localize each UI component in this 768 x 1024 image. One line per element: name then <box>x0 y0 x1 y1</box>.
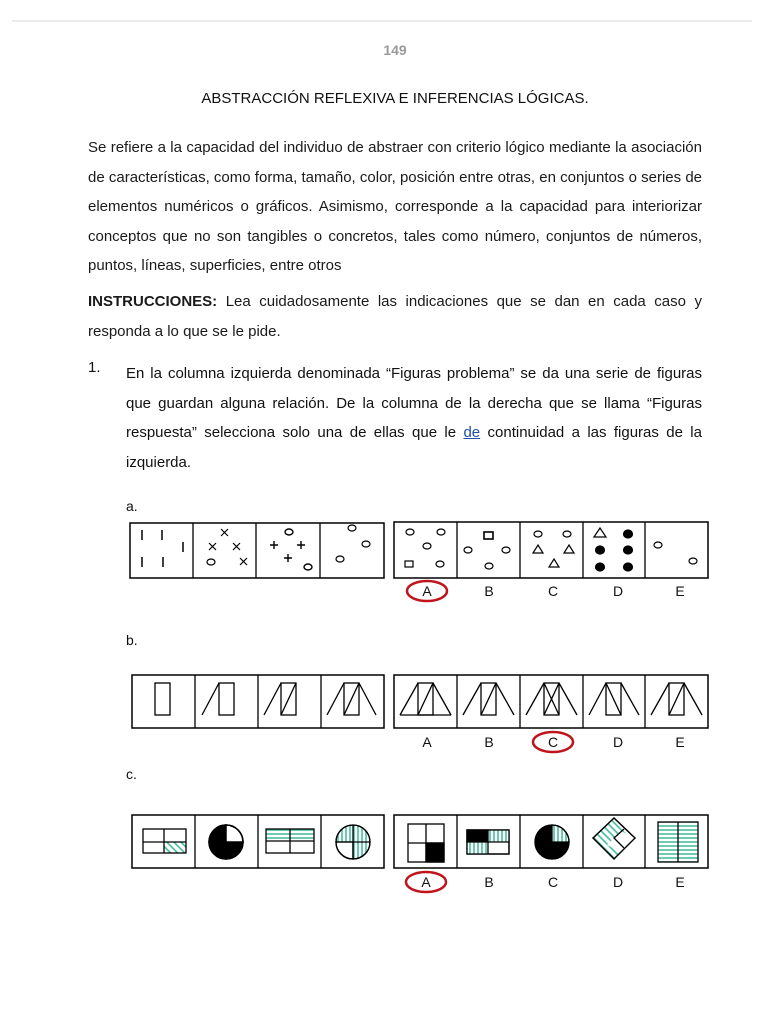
a-option-b-label[interactable]: B <box>484 583 494 599</box>
intro-paragraph: Se refiere a la capacidad del individuo de abstraer con criterio lógico mediante la asociación de características, como forma, tamaño, color, posición entre otras, en conjuntos o series de elementos numéricos o gráficos. Asimismo, corresponde a la capacidad para interiorizar conceptos que no son tangibles o concretos, tales como número, conjuntos de números, puntos, líneas, superficies, entre otros <box>88 139 702 274</box>
page-number: 149 <box>383 42 407 58</box>
instructions-paragraph <box>88 287 702 346</box>
a-option-d-label[interactable]: D <box>612 583 624 599</box>
b-problem-4-figure <box>327 683 376 715</box>
instructions-label: INSTRUCCIONES: <box>88 293 218 310</box>
c-option-d-figure <box>593 818 635 859</box>
c-option-a-figure <box>408 824 444 862</box>
c-option-d-label[interactable]: D <box>612 874 624 890</box>
item-number: 1. <box>88 359 101 376</box>
a-option-a-figure <box>405 529 445 567</box>
item-text <box>126 359 702 477</box>
a-option-d-figure <box>594 528 633 571</box>
b-option-d-figure <box>589 683 639 715</box>
exercise-b-label: b. <box>126 632 138 648</box>
c-problem-1-figure <box>143 829 186 853</box>
b-problem-3-figure <box>264 683 296 715</box>
exercise-c-answer-group <box>394 815 708 868</box>
b-option-b-label[interactable]: B <box>484 734 494 750</box>
c-problem-4-figure <box>336 825 370 859</box>
c-problem-3-figure <box>266 829 314 853</box>
b-option-a-figure <box>400 683 451 715</box>
exercise-b-answer-group <box>394 675 708 728</box>
b-option-e-label[interactable]: E <box>675 734 685 750</box>
b-option-e-figure <box>651 683 702 715</box>
b-option-b-figure <box>463 683 514 715</box>
exercise-b-problem-group <box>132 675 384 728</box>
instructions-text: Lea cuidadosamente las indicaciones que se dan en cada caso y responda a lo que se le pide. <box>88 293 702 340</box>
section-title: ABSTRACCIÓN REFLEXIVA E INFERENCIAS LÓGICAS. <box>201 90 589 107</box>
c-option-b-figure <box>467 830 509 854</box>
exercise-a-problem-group <box>130 523 384 578</box>
top-divider <box>12 20 752 22</box>
c-option-b-label[interactable]: B <box>484 874 494 890</box>
item-link[interactable]: de <box>463 424 481 441</box>
a-problem-1-bars <box>142 530 183 567</box>
a-option-e-label[interactable]: E <box>675 583 685 599</box>
c-option-c-figure <box>535 825 569 859</box>
c-problem-2-figure <box>209 825 243 859</box>
b-option-d-label[interactable]: D <box>612 734 624 750</box>
b-problem-1-figure <box>155 683 170 715</box>
exercise-c-label: c. <box>126 766 137 782</box>
a-option-c-figure <box>533 531 574 567</box>
item-text-after: continuidad a las figuras de la izquierda. <box>126 424 702 471</box>
c-option-c-label[interactable]: C <box>547 874 559 890</box>
c-option-e-label[interactable]: E <box>675 874 685 890</box>
a-problem-3-pluses <box>270 529 312 570</box>
a-option-b-figure <box>464 532 510 569</box>
exercise-a-answer-group <box>394 522 708 578</box>
a-problem-4-circles <box>336 525 370 562</box>
a-option-a-label[interactable]: A <box>422 583 432 599</box>
c-option-a-label[interactable]: A <box>421 874 431 890</box>
exercise-a-label: a. <box>126 498 138 514</box>
b-option-c-figure <box>526 683 577 715</box>
a-problem-2-crosses <box>207 529 247 565</box>
c-option-e-figure <box>658 822 698 862</box>
exercise-c-problem-group <box>132 815 384 868</box>
b-option-a-label[interactable]: A <box>422 734 432 750</box>
a-option-c-label[interactable]: C <box>547 583 559 599</box>
item-text-before: En la columna izquierda denominada “Figuras problema” se da una serie de figuras que guardan alguna relación. De la columna de la derecha que se llama “Figuras respuesta” selecciona solo una de ellas que le <box>126 365 702 441</box>
b-problem-2-figure <box>202 683 234 715</box>
a-option-e-figure <box>654 542 697 564</box>
b-option-c-label[interactable]: C <box>547 734 559 750</box>
